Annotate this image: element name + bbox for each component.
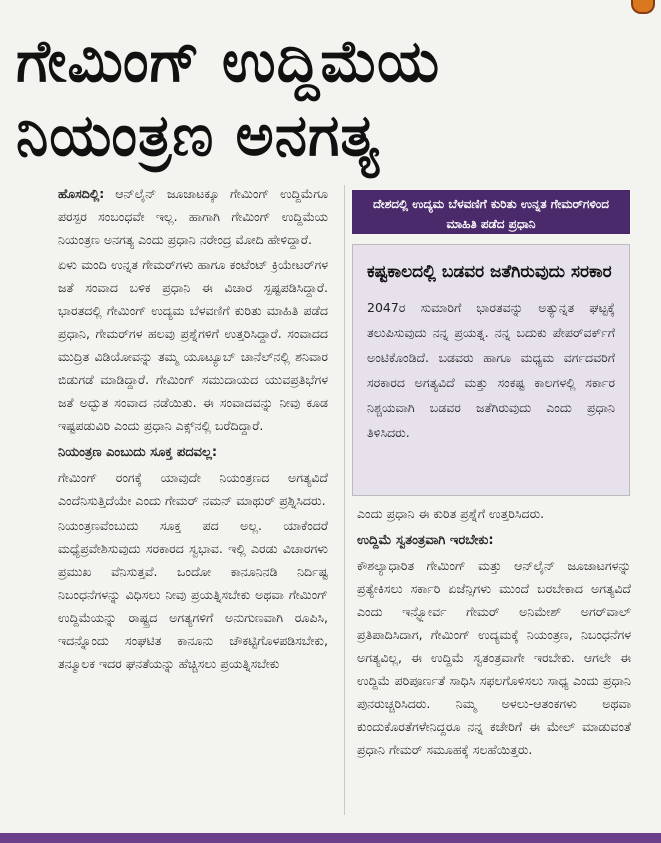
dateline: ಹೊಸದಿಲ್ಲಿ:: [58, 186, 105, 201]
sidebar-title: ಕಷ್ಟಕಾಲದಲ್ಲಿ ಬಡವರ ಜತೆಗಿರುವುದು ಸರಕಾರ: [367, 262, 612, 282]
subheading: ನಿಯಂತ್ರಣ ಎಂಬುದು ಸೂಕ್ತ ಪದವಲ್ಲ:: [58, 445, 218, 460]
newspaper-logo: [631, 0, 655, 14]
sidebar-body: 2047ರ ಸುಮಾರಿಗೆ ಭಾರತವನ್ನು ಅತ್ಯುನ್ನತ ಘಟ್ಟಕ್ಕೆ ತಲುಪಿಸುವುದು ನನ್ನ ಪ್ರಯತ್ನ. ನನ್ನ ಬದುಕು ಪೇಪರ್‌ವರ್ಕ್‌ಗೆ ಅಂಟಿಕೊಂಡಿದೆ. ಬಡವರು ಹಾಗೂ ಮಧ್ಯಮ ವರ್ಗದವರಿಗೆ ಸರಕಾರದ ಅಗತ್ಯವಿದೆ ಮತ್ತು ಸಂಕಷ್ಟ ಕಾಲಗಳಲ್ಲಿ ಸರ್ಕಾರ ನಿಶ್ಚಯವಾಗಿ ಬಡವರ ಜತೆಗಿರುವುದು ಎಂದು ಪ್ರಧಾನಿ ತಿಳಿಸಿದರು.: [367, 300, 615, 440]
paragraph-text: ಆನ್‌ಲೈನ್ ಜೂಜಾಟಕ್ಕೂ ಗೇಮಿಂಗ್ ಉದ್ದಿಮೆಗೂ ಪರಸ್ಪರ ಸಂಬಂಧವೇ ಇಲ್ಲ. ಹಾಗಾಗಿ ಗೇಮಿಂಗ್ ಉದ್ದಿಮೆಯ ನಿಯಂತ್ರಣ ಅನಗತ್ಯ ಎಂದು ಪ್ರಧಾನಿ ನರೇಂದ್ರ ಮೋದಿ ಹೇಳಿದ್ದಾರೆ.: [58, 186, 328, 247]
paragraph: ಗೇಮಿಂಗ್ ರಂಗಕ್ಕೆ ಯಾವುದೇ ನಿಯಂತ್ರಣದ ಅಗತ್ಯವಿದೆ ಎಂದೆನಿಸುತ್ತಿದೆಯೇ ಎಂದು ಗೇಮರ್ ನಮನ್ ಮಾಥುರ್ ಪ್ರಶ್ನಿಸಿದರು.: [58, 470, 328, 508]
column-divider: [344, 185, 345, 815]
right-column: [357, 502, 631, 761]
highlight-banner: ದೇಶದಲ್ಲಿ ಉದ್ಯಮ ಬೆಳವಣಿಗೆ ಕುರಿತು ಉನ್ನತ ಗೇಮರ್‌ಗಳಿಂದ ಮಾಹಿತಿ ಪಡೆದ ಪ್ರಧಾನಿ: [352, 190, 630, 234]
paragraph: ಎಂದು ಪ್ರಧಾನಿ ಈ ಕುರಿತ ಪ್ರಶ್ನೆಗೆ ಉತ್ತರಿಸಿದರು.: [357, 506, 545, 521]
headline-line-2: ನಿಯಂತ್ರಣ ಅನಗತ್ಯ: [16, 101, 381, 169]
paragraph: ಕೌಶಲ್ಯಾಧಾರಿತ ಗೇಮಿಂಗ್ ಮತ್ತು ಆನ್‌ಲೈನ್ ಜೂಜಾಟಗಳನ್ನು ಪ್ರತ್ಯೇಕಿಸಲು ಸರ್ಕಾರಿ ಏಜೆನ್ಸಿಗಳು ಮುಂದೆ ಬರಬೇಕಾದ ಅಗತ್ಯವಿದೆ ಎಂದು ಇನ್ಫ್ಲೋರ್ವ ಗೇಮರ್ ಅನಿಮೇಶ್ ಅಗರ್‌ವಾಲ್ ಪ್ರತಿಪಾದಿಸಿದಾಗ, ಗೇಮಿಂಗ್ ಉದ್ಯಮಕ್ಕೆ ನಿಯಂತ್ರಣ, ನಿಬಂಧನೆಗಳ ಅಗತ್ಯವಿಲ್ಲ, ಈ ಉದ್ದಿಮೆ ಸ್ವತಂತ್ರವಾಗೇ ಇರಬೇಕು. ಆಗಲೇ ಈ ಉದ್ದಿಮೆ ಪರಿಪೂರ್ಣತೆ ಸಾಧಿಸಿ ಸಫಲಗೊಳಿಸಲು ಸಾಧ್ಯ ಎಂದು ಪ್ರಧಾನಿ ಪುನರುಚ್ಚರಿಸಿದರು. ನಿಮ್ಮ ಅಳಲು-ಆತಂಕಗಳು ಅಥವಾ ಕುಂದುಕೊರತೆಗಳೇನಿದ್ದರೂ ನನ್ನ ಕಚೇರಿಗೆ ಈ ಮೇಲ್ ಮಾಡುವಂತೆ ಪ್ರಧಾನಿ ಗೇಮರ್ ಸಮೂಹಕ್ಕೆ ಸಲಹೆಯಿತ್ತರು.: [357, 558, 631, 757]
subheading: ಉದ್ದಿಮೆ ಸ್ವತಂತ್ರವಾಗಿ ಇರಬೇಕು:: [357, 533, 494, 548]
paragraph: [58, 182, 328, 251]
headline: [16, 24, 641, 172]
headline-line-1: ಗೇಮಿಂಗ್ ಉದ್ದಿಮೆಯ: [16, 27, 441, 95]
bottom-rule: [0, 833, 661, 843]
paragraph: ನಿಯಂತ್ರಣವೆಂಬುದು ಸೂಕ್ತ ಪದ ಅಲ್ಲ. ಯಾಕೆಂದರೆ ಮಧ್ಯೆಪ್ರವೇಶಿಸುವುದು ಸರಕಾರದ ಸ್ವಭಾವ. ಇಲ್ಲಿ ಎರಡು ವಿಚಾರಗಳು ಪ್ರಮುಖ ವೆನಿಸುತ್ತವೆ. ಒಂದೋ ಕಾನೂನಿನಡಿ ನಿರ್ದಿಷ್ಟ ನಿಬಂಧನೆಗಳನ್ನು ವಿಧಿಸಲು ನೀವು ಪ್ರಯತ್ನಿಸಬೇಕು ಅಥವಾ ಗೇಮಿಂಗ್ ಉದ್ದಿಮೆಯನ್ನು ರಾಷ್ಟ್ರದ ಅಗತ್ಯಗಳಿಗೆ ಅನುಗುಣವಾಗಿ ರೂಪಿಸಿ, ಇದನ್ನೊಂದು ಸಂಘಟಿತ ಕಾನೂನು ಚೌಕಟ್ಟಿಗೊಳಪಡಿಸಬೇಕು, ತನ್ಮೂಲಕ ಇದರ ಘನತೆಯನ್ನು ಹೆಚ್ಚಿಸಲು ಪ್ರಯತ್ನಿಸಬೇಕು: [58, 518, 328, 671]
paragraph: ಏಳು ಮಂದಿ ಉನ್ನತ ಗೇಮರ್‌ಗಳು ಹಾಗೂ ಕಂಟೆಂಟ್ ಕ್ರಿಯೇಟರ್‌ಗಳ ಜತೆ ಸಂವಾದ ಬಳಿಕ ಪ್ರಧಾನಿ ಈ ವಿಚಾರ ಸ್ಪಷ್ಟಪಡಿಸಿದ್ದಾರೆ. ಭಾರತದಲ್ಲಿ ಗೇಮಿಂಗ್ ಉದ್ಯಮ ಬೆಳವಣಿಗೆ ಕುರಿತು ಮಾಹಿತಿ ಪಡೆದ ಪ್ರಧಾನಿ, ಗೇಮರ್‌ಗಳ ಹಲವು ಪ್ರಶ್ನೆಗಳಿಗೆ ಉತ್ತರಿಸಿದ್ದಾರೆ. ಸಂವಾದದ ಮುದ್ರಿತ ವಿಡಿಯೋವನ್ನು ತಮ್ಮ ಯೂಟ್ಯೂಬ್ ಚಾನೆಲ್‌ನಲ್ಲಿ ಶನಿವಾರ ಬಿಡುಗಡೆ ಮಾಡಿದ್ದಾರೆ. ಗೇಮಿಂಗ್ ಸಮುದಾಯದ ಯುವಪ್ರತಿಭೆಗಳ ಜತೆ ಅದ್ಭುತ ಸಂವಾದ ನಡೆಯಿತು. ಈ ಸಂವಾದವನ್ನು ನೀವು ಕೂಡ ಇಷ್ಟಪಡುವಿರಿ ಎಂದು ಪ್ರಧಾನಿ ಎಕ್ಸ್‌ನಲ್ಲಿ ಬರೆದಿದ್ದಾರೆ.: [58, 257, 328, 433]
sidebar-box: [352, 244, 630, 496]
left-column: [58, 182, 328, 677]
